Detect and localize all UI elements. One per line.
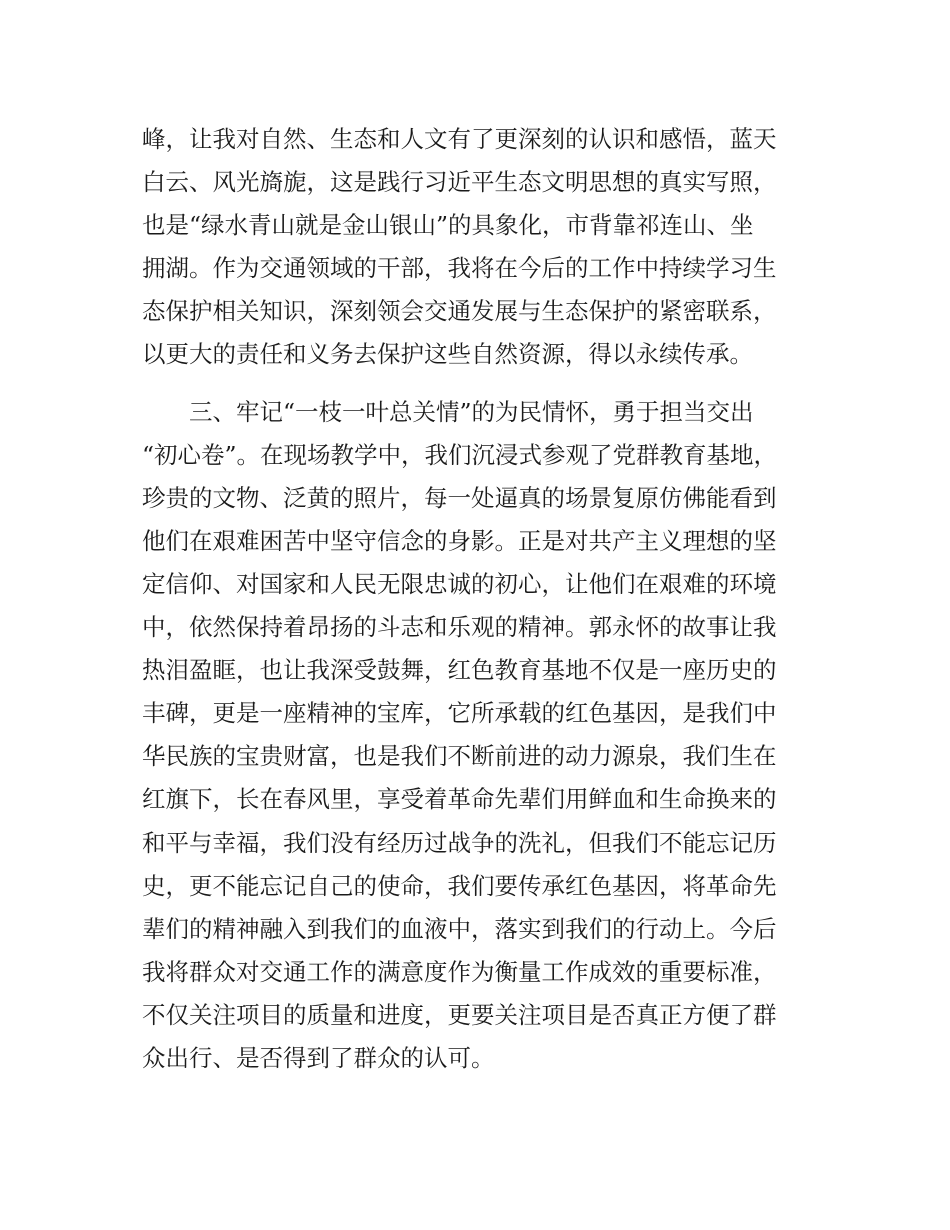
text-line: 热泪盈眶，也让我深受鼓舞，红色教育基地不仅是一座历史的 bbox=[142, 656, 777, 685]
text-line: 丰碑，更是一座精神的宝库，它所承载的红色基因，是我们中 bbox=[142, 699, 777, 728]
text-line: 和平与幸福，我们没有经历过战争的洗礼，但我们不能忘记历 bbox=[142, 828, 777, 857]
text-line: 辈们的精神融入到我们的血液中，落实到我们的行动上。今后 bbox=[142, 914, 777, 943]
text-line: 他们在艰难困苦中坚守信念的身影。正是对共产主义理想的坚 bbox=[142, 526, 777, 555]
text-line: 珍贵的文物、泛黄的照片，每一处逼真的场景复原仿佛能看到 bbox=[142, 483, 777, 512]
text-line: 中，依然保持着昂扬的斗志和乐观的精神。郭永怀的故事让我 bbox=[142, 613, 777, 642]
text-line: 我将群众对交通工作的满意度作为衡量工作成效的重要标准， bbox=[142, 957, 777, 986]
text-line: 也是“绿水青山就是金山银山”的具象化，市背靠祁连山、坐 bbox=[142, 211, 754, 240]
text-line: 以更大的责任和义务去保护这些自然资源，得以永续传承。 bbox=[142, 340, 753, 369]
paragraph-gap bbox=[142, 377, 832, 391]
text-line: 众出行、是否得到了群众的认可。 bbox=[142, 1043, 495, 1072]
paragraph-section-three bbox=[142, 391, 832, 1081]
text-line: 不仅关注项目的质量和进度，更要关注项目是否真正方便了群 bbox=[142, 1000, 777, 1029]
document-body bbox=[142, 118, 832, 1080]
text-line: 拥湖。作为交通领域的干部，我将在今后的工作中持续学习生 bbox=[142, 254, 777, 283]
text-line: 红旗下，长在春风里，享受着革命先辈们用鲜血和生命换来的 bbox=[142, 785, 777, 814]
text-line: 峰，让我对自然、生态和人文有了更深刻的认识和感悟，蓝天 bbox=[142, 125, 777, 153]
text-line: 史，更不能忘记自己的使命，我们要传承红色基因，将革命先 bbox=[142, 871, 777, 900]
text-line: 白云、风光旖旎，这是践行习近平生态文明思想的真实写照， bbox=[142, 168, 777, 197]
text-line: 华民族的宝贵财富，也是我们不断前进的动力源泉，我们生在 bbox=[142, 742, 777, 771]
text-line: 定信仰、对国家和人民无限忠诚的初心，让他们在艰难的环境 bbox=[142, 569, 777, 598]
text-line: 态保护相关知识，深刻领会交通发展与生态保护的紧密联系， bbox=[142, 297, 777, 326]
text-line: “初心卷”。在现场教学中，我们沉浸式参观了党群教育基地， bbox=[142, 440, 778, 469]
paragraph-ecology bbox=[142, 118, 832, 377]
text-line-indented: 三、牢记“一枝一叶总关情”的为民情怀，勇于担当交出 bbox=[189, 397, 754, 426]
